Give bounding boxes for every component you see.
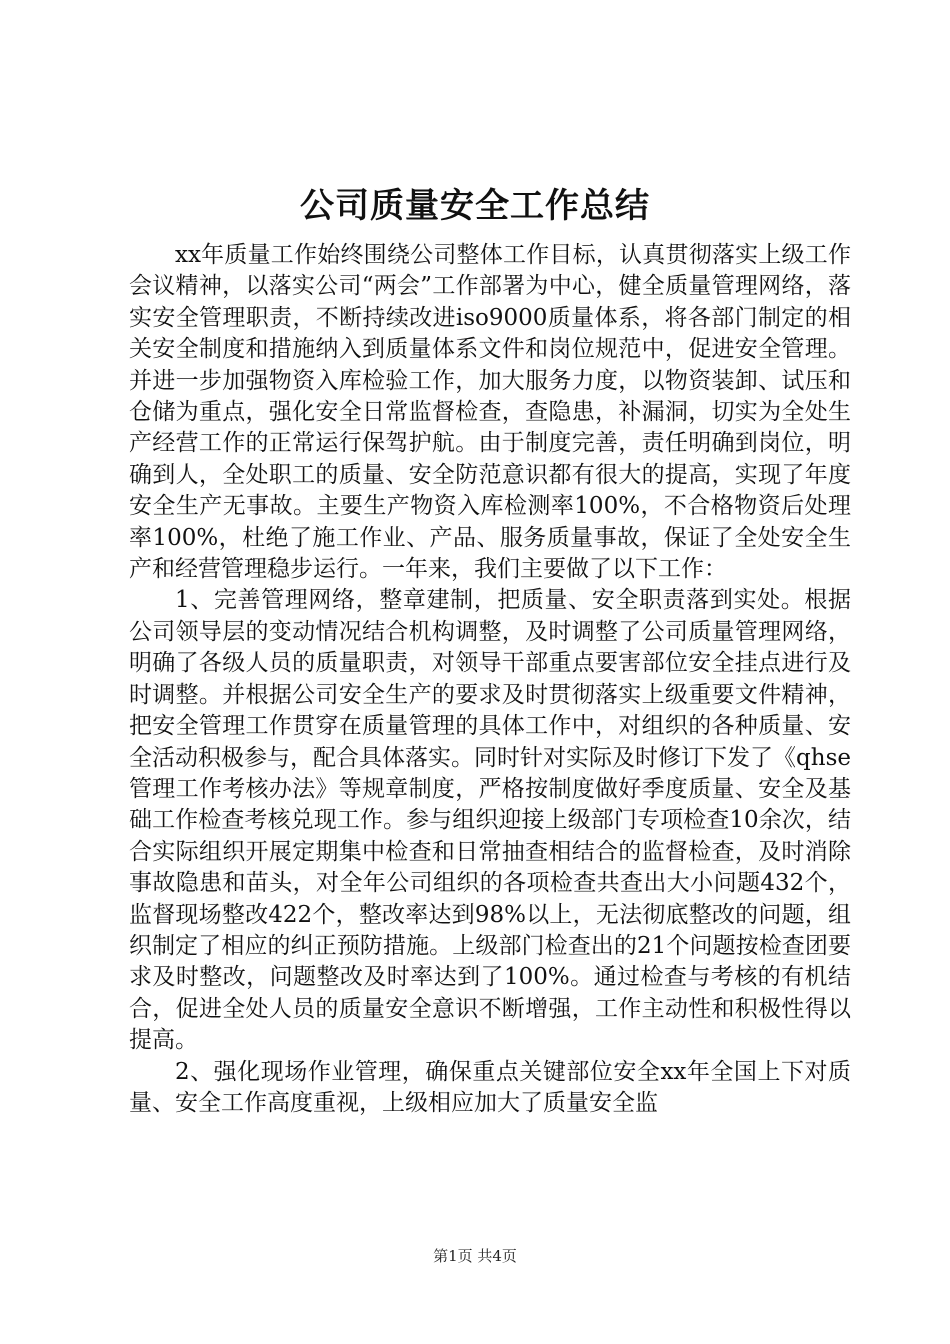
paragraph-intro: xx年质量工作始终围绕公司整体工作目标，认真贯彻落实上级工作会议精神，以落实公司“两会”工作部署为中心，健全质量管理网络，落实安全管理职责，不断持续改进iso9000质量体系，将各部门制定的相关安全制度和措施纳入到质量体系文件和岗位规范中，促进安全管理。并进一步加强物资入库检验工作，加大服务力度，以物资装卸、试压和仓储为重点，强化安全日常监督检查，查隐患，补漏洞，切实为全处生产经营工作的正常运行保驾护航。由于制度完善，责任明确到岗位，明确到人，全处职工的质量、安全防范意识都有很大的提高，实现了年度安全生产无事故。主要生产物资入库检测率100%，不合格物资后处理率100%，杜绝了施工作业、产品、服务质量事故，保证了全处安全生产和经营管理稳步运行。一年来，我们主要做了以下工作： (129, 242, 851, 583)
paragraph-item-2: 2、强化现场作业管理，确保重点关键部位安全xx年全国上下对质量、安全工作高度重视，上级相应加大了质量安全监 (129, 1058, 851, 1116)
paragraph-item-1: 1、完善管理网络，整章建制，把质量、安全职责落到实处。根据公司领导层的变动情况结合机构调整，及时调整了公司质量管理网络，明确了各级人员的质量职责，对领导干部重点要害部位安全挂点进行及时调整。并根据公司安全生产的要求及时贯彻落实上级重要文件精神，把安全管理工作贯穿在质量管理的具体工作中，对组织的各种质量、安全活动积极参与，配合具体落实。同时针对实际及时修订下发了《qhse管理工作考核办法》等规章制度，严格按制度做好季度质量、安全及基础工作检查考核兑现工作。参与组织迎接上级部门专项检查10余次，结合实际组织开展定期集中检查和日常抽查相结合的监督检查，及时消除事故隐患和苗头，对全年公司组织的各项检查共查出大小问题432个，监督现场整改422个，整改率达到98%以上，无法彻底整改的问题，组织制定了相应的纠正预防措施。上级部门检查出的21个问题按检查团要求及时整改，问题整改及时率达到了100%。通过检查与考核的有机结合，促进全处人员的质量安全意识不断增强，工作主动性和积极性得以提高。 (129, 587, 851, 1054)
page-number-footer: 第1页 共4页 (433, 1247, 517, 1265)
document-body (129, 240, 851, 1119)
document-title: 公司质量安全工作总结 (300, 186, 650, 226)
